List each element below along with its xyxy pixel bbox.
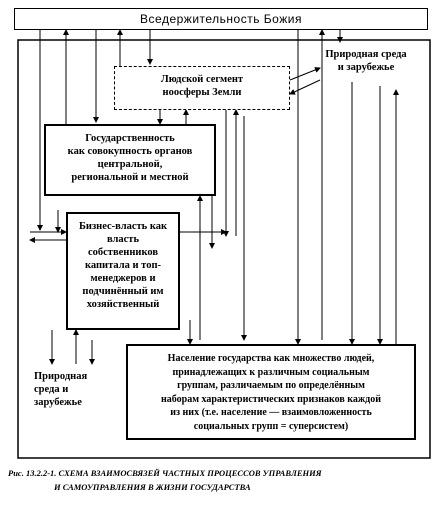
business-box [66, 212, 180, 330]
nature-top-line-1: Природная среда [325, 49, 407, 60]
business-line-3: собственников [87, 247, 159, 258]
caption-line-2: И САМОУПРАВЛЕНИЯ В ЖИЗНИ ГОСУДАРСТВА [54, 482, 251, 492]
figure-caption [8, 466, 428, 494]
noosphere-line-1: Людской сегмент [160, 74, 244, 85]
population-box [126, 344, 416, 440]
nature-bottom-line-1: Природная [34, 371, 88, 382]
business-line-4: капитала и топ- [85, 260, 161, 271]
nature-bottom-label [34, 370, 104, 409]
nature-top-label [316, 48, 416, 74]
caption-line-1: Рис. 13.2.2-1. СХЕМА ВЗАИМОСВЯЗЕЙ ЧАСТНЫХ ПРОЦЕССОВ УПРАВЛЕНИЯ [8, 468, 322, 478]
noosphere-line-2: ноосферы Земли [162, 87, 242, 98]
business-line-7: хозяйственный [86, 299, 160, 310]
business-line-5: менеджеров и [90, 273, 156, 284]
business-line-1: Бизнес-власть как [78, 221, 168, 232]
business-line-2: власть [106, 234, 140, 245]
state-box [44, 124, 216, 196]
population-line-4: наборам характеристических признаков каждой [161, 393, 381, 405]
nature-top-line-2: и зарубежье [337, 62, 395, 73]
population-line-5: из них (т.е. население — взаимовложенность [170, 407, 372, 418]
top-box [14, 8, 428, 30]
nature-bottom-line-3: зарубежье [34, 397, 82, 408]
business-line-6: подчинённый им [82, 286, 164, 297]
top-box-label: Вседержительность Божия [140, 12, 302, 26]
population-line-1: Население государства как множество людей, [167, 353, 375, 364]
population-line-3: группам, различаемым по определённым [177, 380, 365, 391]
state-line-2: как совокупность органов [67, 146, 193, 157]
state-line-4: региональной и местной [71, 172, 189, 183]
noosphere-box [114, 66, 290, 110]
population-line-6: социальных групп = суперсистем) [193, 420, 349, 432]
state-line-3: центральной, [97, 159, 163, 170]
population-line-2: принадлежащих к различным социальным [172, 366, 370, 378]
state-line-1: Государственность [85, 133, 175, 144]
nature-bottom-line-2: среда и [34, 384, 69, 395]
